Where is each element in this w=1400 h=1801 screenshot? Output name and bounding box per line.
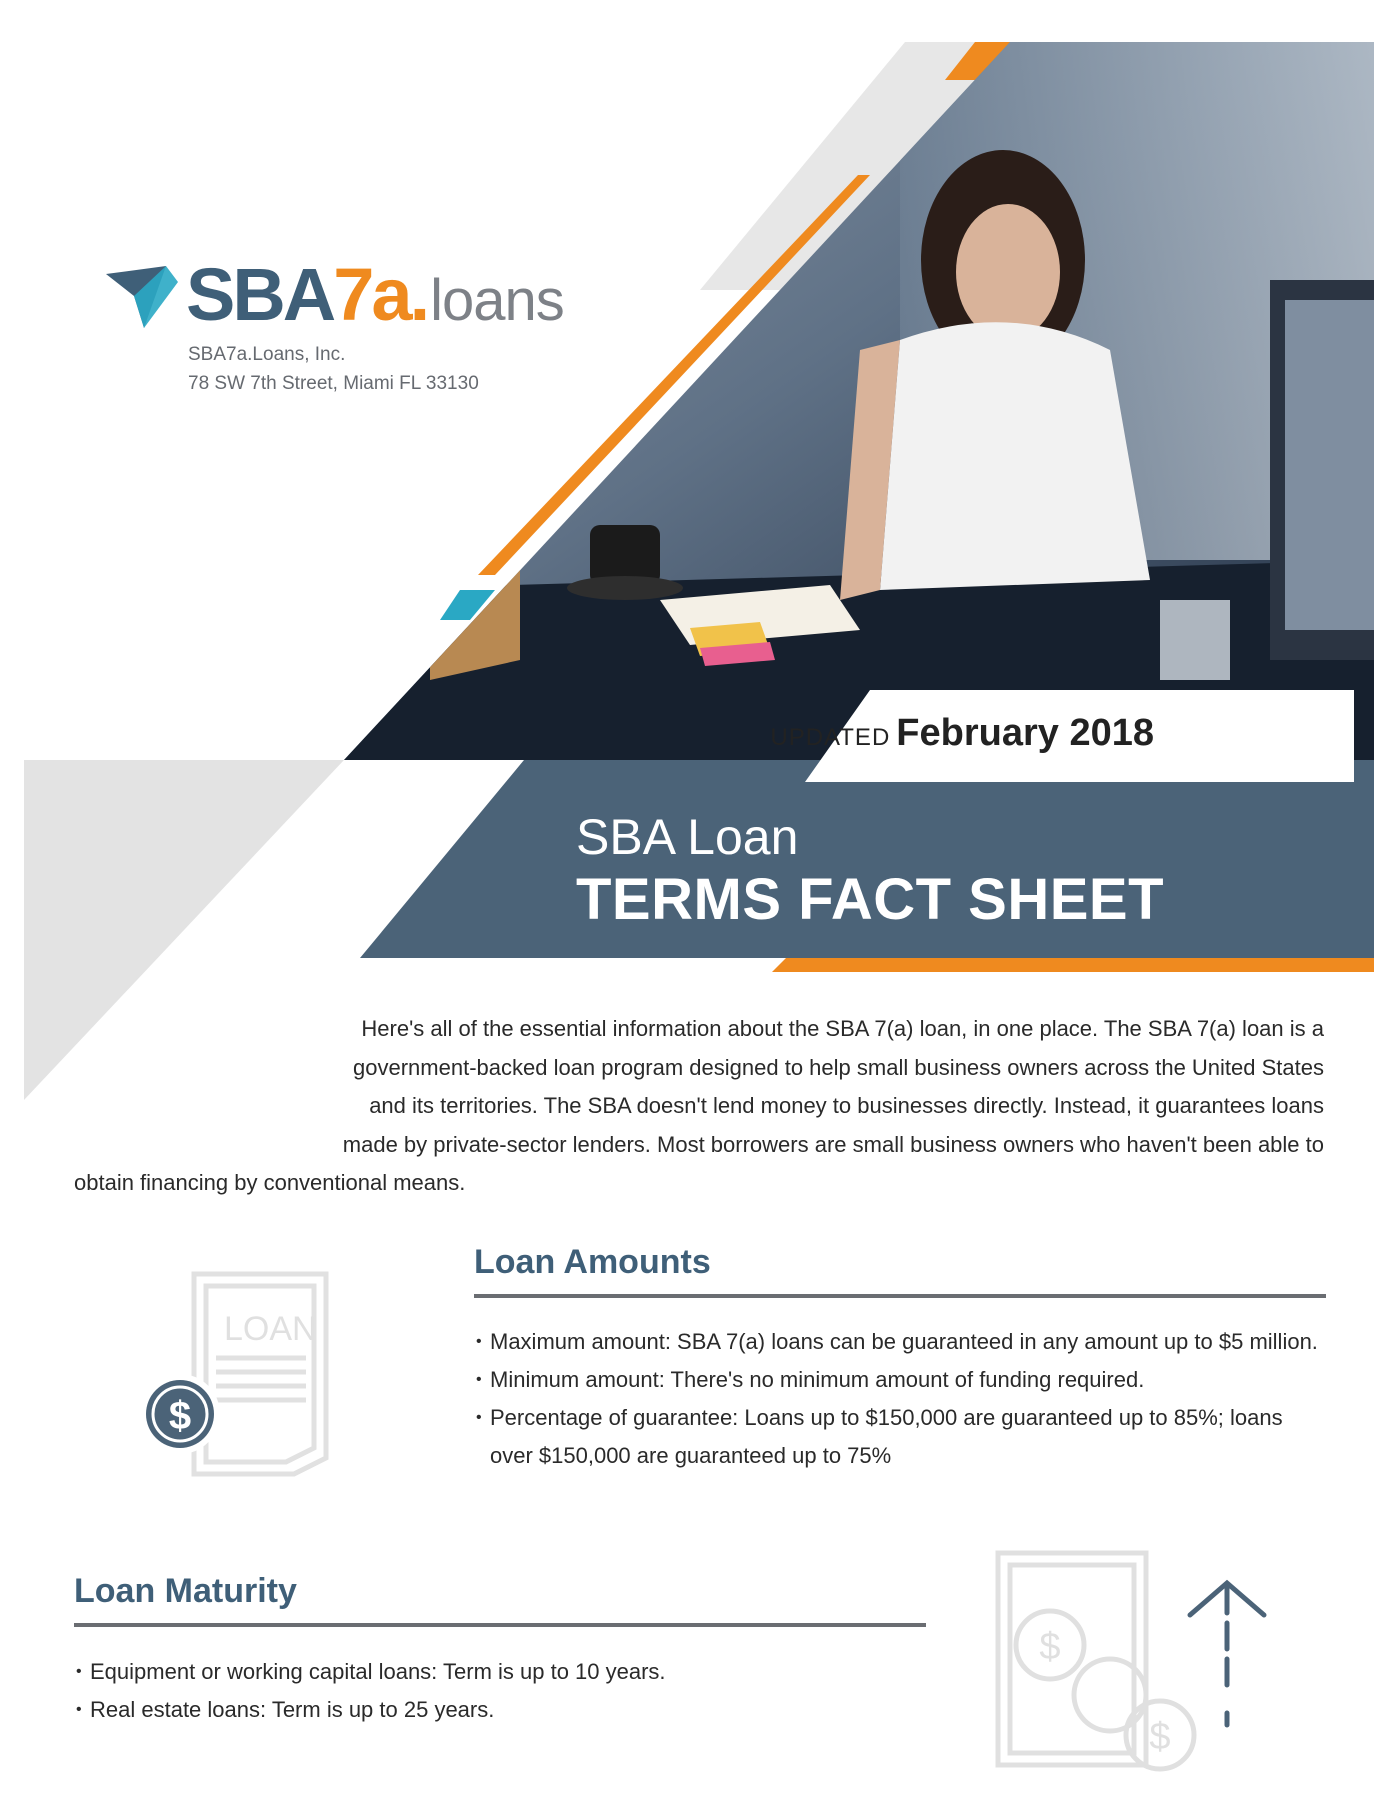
updated-label: UPDATED bbox=[770, 724, 891, 751]
list-item: • Percentage of guarantee: Loans up to $150,000 are guaranteed up to 85%; loans over $150,000 are guaranteed up to 75% bbox=[476, 1399, 1328, 1475]
intro-line: Here's all of the essential information about the SBA 7(a) loan, in one place. The SBA 7(a) loan is a bbox=[361, 1016, 1324, 1041]
intro-line: obtain financing by conventional means. bbox=[74, 1170, 466, 1195]
logo-wordmark bbox=[186, 253, 564, 336]
loan-maturity-list bbox=[76, 1653, 928, 1729]
intro-paragraph bbox=[74, 1010, 1324, 1203]
loan-document-icon bbox=[136, 1268, 336, 1478]
intro-line: government-backed loan program designed to help small business owners across the United States bbox=[353, 1054, 1324, 1080]
list-item: • Maximum amount: SBA 7(a) loans can be guaranteed in any amount up to $5 million. bbox=[476, 1323, 1328, 1361]
money-bill-icon bbox=[990, 1545, 1290, 1775]
list-item: • Minimum amount: There's no minimum amount of funding required. bbox=[476, 1361, 1328, 1399]
company-name: SBA7a.Loans, Inc. bbox=[188, 344, 346, 365]
updated-stamp bbox=[770, 712, 1154, 755]
section-title-loan-maturity: Loan Maturity bbox=[74, 1572, 297, 1610]
arrow-up-icon bbox=[1190, 1583, 1264, 1725]
section-title-loan-amounts: Loan Amounts bbox=[474, 1243, 711, 1281]
logo-loans: loans bbox=[430, 268, 564, 333]
company-address: 78 SW 7th Street, Miami FL 33130 bbox=[188, 373, 479, 394]
intro-line: and its territories. The SBA doesn't lend money to businesses directly. Instead, it guarantees loans bbox=[369, 1093, 1324, 1118]
orange-stripe-bottom bbox=[772, 958, 1374, 972]
loan-amounts-list bbox=[476, 1323, 1328, 1475]
arrow-plane-icon bbox=[106, 266, 178, 328]
dollar-coin-icon bbox=[140, 1374, 220, 1454]
svg-text:$: $ bbox=[1039, 1626, 1061, 1668]
svg-text:$: $ bbox=[1149, 1716, 1171, 1758]
logo-sba: SBA bbox=[186, 253, 334, 336]
section-divider bbox=[74, 1623, 926, 1627]
section-divider bbox=[474, 1294, 1326, 1298]
svg-text:$: $ bbox=[168, 1394, 192, 1438]
intro-line: made by private-sector lenders. Most borrowers are small business owners who haven't been able to bbox=[342, 1131, 1324, 1157]
brand-logo bbox=[106, 253, 626, 342]
list-item: • Equipment or working capital loans: Term is up to 10 years. bbox=[76, 1653, 928, 1691]
logo-7a: 7a bbox=[333, 253, 410, 336]
logo-dot: . bbox=[409, 253, 431, 336]
list-item: • Real estate loans: Term is up to 25 years. bbox=[76, 1691, 928, 1729]
loan-icon-text: LOAN bbox=[224, 1310, 317, 1348]
title-line-2: TERMS FACT SHEET bbox=[576, 867, 1165, 932]
title-line-1: SBA Loan bbox=[576, 809, 799, 865]
company-info bbox=[188, 340, 479, 398]
updated-date: February 2018 bbox=[896, 712, 1154, 754]
